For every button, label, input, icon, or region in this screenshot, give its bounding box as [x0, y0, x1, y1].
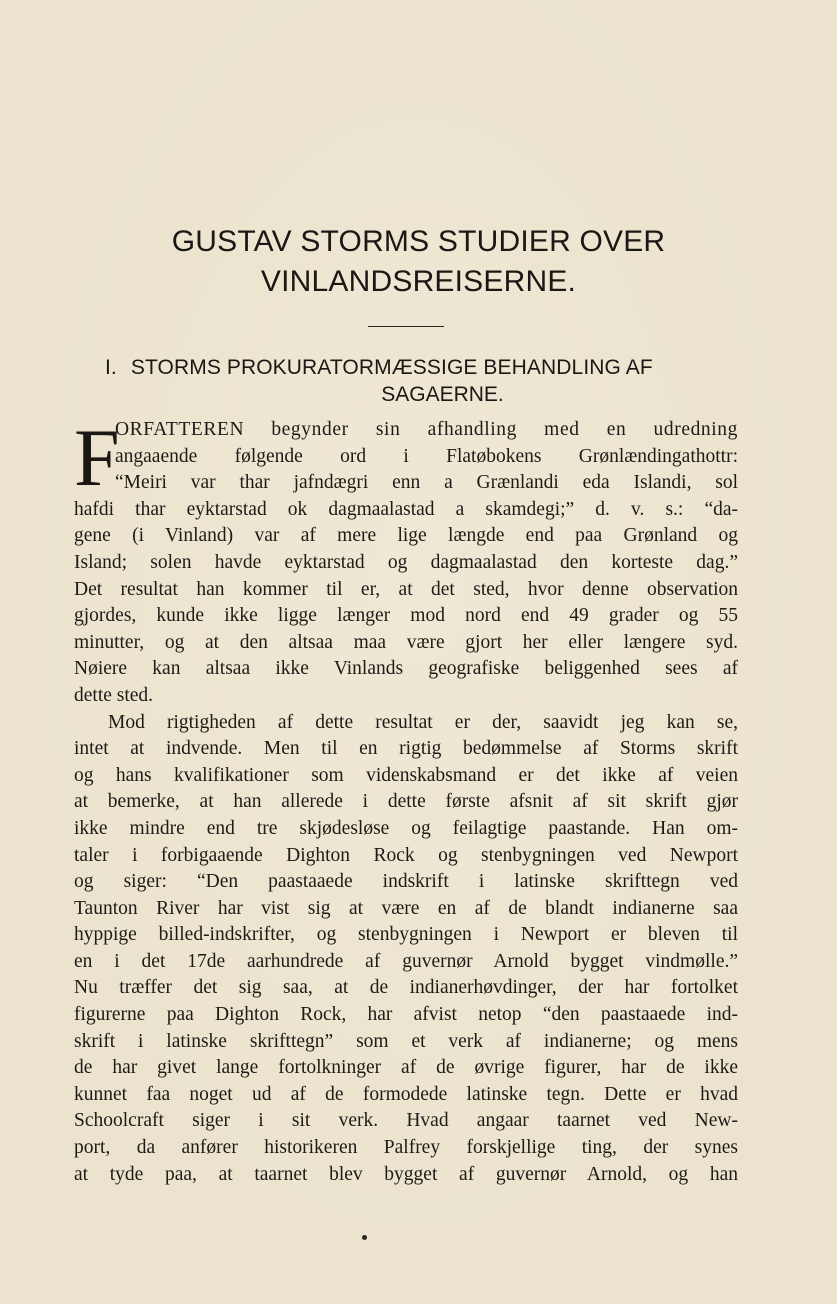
text-line: ORFATTEREN begynder sin afhandling med en udredning	[115, 419, 738, 440]
title-divider	[368, 326, 444, 327]
text-line: hyppige billed-indskrifter, og stenbygningen i Newport er bleven til	[74, 924, 738, 946]
section-heading-text-1: STORMS PROKURATORMÆSSIGE BEHANDLING AF	[130, 356, 653, 379]
text-line: Taunton River har vist sig at være en af de blandt indianerne saa	[74, 897, 738, 919]
paragraph-1	[74, 412, 738, 710]
section-heading-line-2: SAGAERNE.	[381, 383, 504, 406]
text-line: skrift i latinske skrifttegn” som et verk af indianerne; og mens	[74, 1030, 738, 1052]
text-line: minutter, og at den altsaa maa være gjort her eller længere syd.	[74, 631, 738, 653]
text-line: dette sted.	[74, 684, 154, 706]
text-line: at bemerke, at han allerede i dette første afsnit af sit skrift gjør	[74, 791, 738, 813]
text-line: de har givet lange fortolkninger af de øvrige figurer, har de ikke	[74, 1057, 738, 1079]
text-line: intet at indvende. Men til en rigtig bedømmelse af Storms skrift	[74, 738, 738, 760]
text-line: Nøiere kan altsaa ikke Vinlands geografiske beliggenhed sees af	[74, 658, 738, 680]
section-heading-line-1	[100, 354, 757, 381]
text-line: port, da anfører historikeren Palfrey forskjellige ting, der synes	[74, 1137, 738, 1159]
text-line: Mod rigtigheden af dette resultat er der, saavidt jeg kan se,	[108, 711, 738, 733]
text-line: en i det 17de aarhundrede af guvernør Arnold bygget vindmølle.”	[74, 950, 738, 972]
section-heading	[100, 354, 757, 408]
text-line: gene (i Vinland) var af mere lige længde end paa Grønland og	[74, 525, 738, 547]
text-line: ikke mindre end tre skjødesløse og feilagtige paastande. Han om-	[74, 817, 738, 839]
text-line: hafdi thar eyktarstad ok dagmaalastad a skamdegi;” d. v. s.: “da-	[74, 498, 738, 520]
section-number: I.	[105, 356, 117, 379]
text-line: gjordes, kunde ikke ligge længer mod nord end 49 grader og 55	[74, 605, 738, 627]
text-line: angaaende følgende ord i Flatøbokens Grønlændingathottr:	[115, 445, 738, 467]
page-title	[60, 222, 777, 302]
text-line: kunnet faa noget ud af de formodede latinske tegn. Dette er hvad	[74, 1083, 738, 1105]
text-line: og siger: “Den paastaaede indskrift i latinske skrifttegn ved	[74, 871, 738, 893]
text-line: Det resultat han kommer til er, at det sted, hvor denne observation	[74, 578, 738, 600]
signature-mark	[362, 1235, 367, 1240]
text-line: Schoolcraft siger i sit verk. Hvad angaar taarnet ved New-	[74, 1110, 738, 1132]
body-text	[74, 412, 738, 1188]
text-line: og hans kvalifikationer som videnskabsmand er det ikke af veien	[74, 764, 738, 786]
paragraph-2	[74, 710, 738, 1189]
text-line: figurerne paa Dighton Rock, har afvist netop “den paastaaede ind-	[74, 1004, 738, 1026]
text-line: “Meiri var thar jafndægri enn a Grænlandi eda Islandi, sol	[115, 472, 738, 494]
drop-cap: F	[74, 412, 120, 503]
text-line: Island; solen havde eyktarstad og dagmaalastad den korteste dag.”	[74, 551, 738, 573]
text-line: at tyde paa, at taarnet blev bygget af guvernør Arnold, og han	[74, 1163, 738, 1185]
text-line: taler i forbigaaende Dighton Rock og stenbygningen ved Newport	[74, 844, 738, 866]
title-line-2: VINLANDSREISERNE.	[260, 265, 577, 298]
title-line-1: GUSTAV STORMS STUDIER OVER	[171, 225, 666, 258]
text-line: Nu træffer det sig saa, at de indianerhøvdinger, der har fortolket	[74, 977, 738, 999]
